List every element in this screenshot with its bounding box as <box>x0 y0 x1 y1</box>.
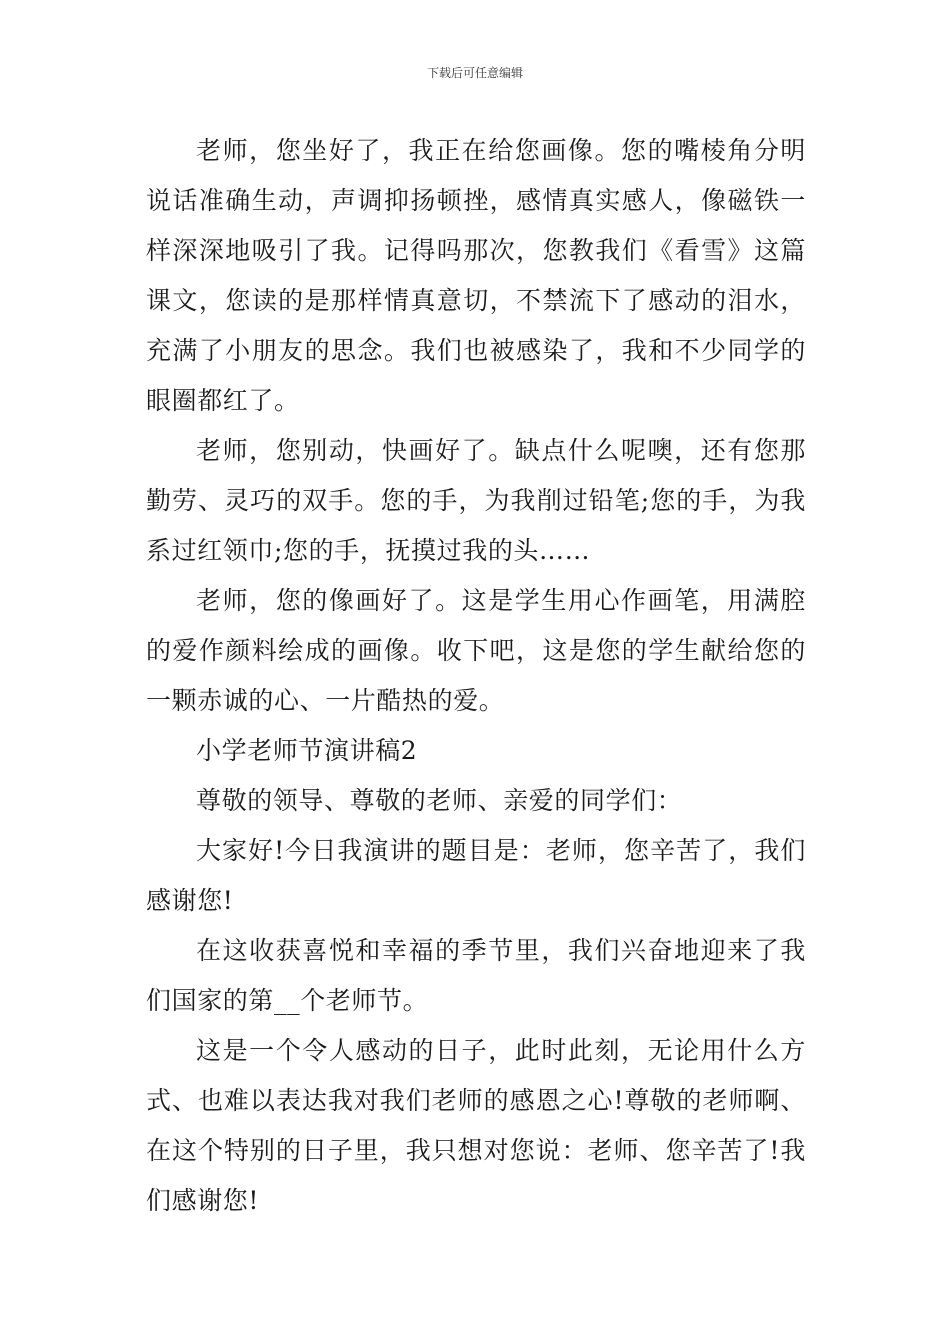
paragraph-gratitude: 这是一个令人感动的日子，此时此刻，无论用什么方式、也难以表达我对我们老师的感恩之心!尊敬的老师啊、在这个特别的日子里，我只想对您说：老师、您辛苦了!我们感谢您! <box>146 1036 806 1215</box>
paragraph-hands: 老师，您别动，快画好了。缺点什么呢噢，还有您那勤劳、灵巧的双手。您的手，为我削过铅笔;您的手，为我系过红领巾;您的手，抚摸过我的头…… <box>146 436 806 565</box>
paragraph-portrait-speech: 老师，您坐好了，我正在给您画像。您的嘴棱角分明说话准确生动，声调抑扬顿挫，感情真实感人，像磁铁一样深深地吸引了我。记得吗那次，您教我们《看雪》这篇课文，您读的是那样情真意切，不禁流下了感动的泪水，充满了小朋友的思念。我们也被感染了，我和不少同学的眼圈都红了。 <box>146 136 806 415</box>
section-title: 小学老师节演讲稿2 <box>196 736 418 765</box>
paragraph-portrait-done: 老师，您的像画好了。这是学生用心作画笔，用满腔的爱作颜料绘成的画像。收下吧，这是您的学生献给您的一颗赤诚的心、一片酷热的爱。 <box>146 586 806 715</box>
paragraph-teachers-day: 在这收获喜悦和幸福的季节里，我们兴奋地迎来了我们国家的第__个老师节。 <box>146 936 806 1015</box>
paragraph-greeting: 大家好!今日我演讲的题目是：老师，您辛苦了，我们感谢您! <box>146 836 806 915</box>
document-body <box>146 126 806 1226</box>
page-header-note: 下载后可任意编辑 <box>426 66 523 80</box>
salutation: 尊敬的领导、尊敬的老师、亲爱的同学们： <box>196 786 683 815</box>
